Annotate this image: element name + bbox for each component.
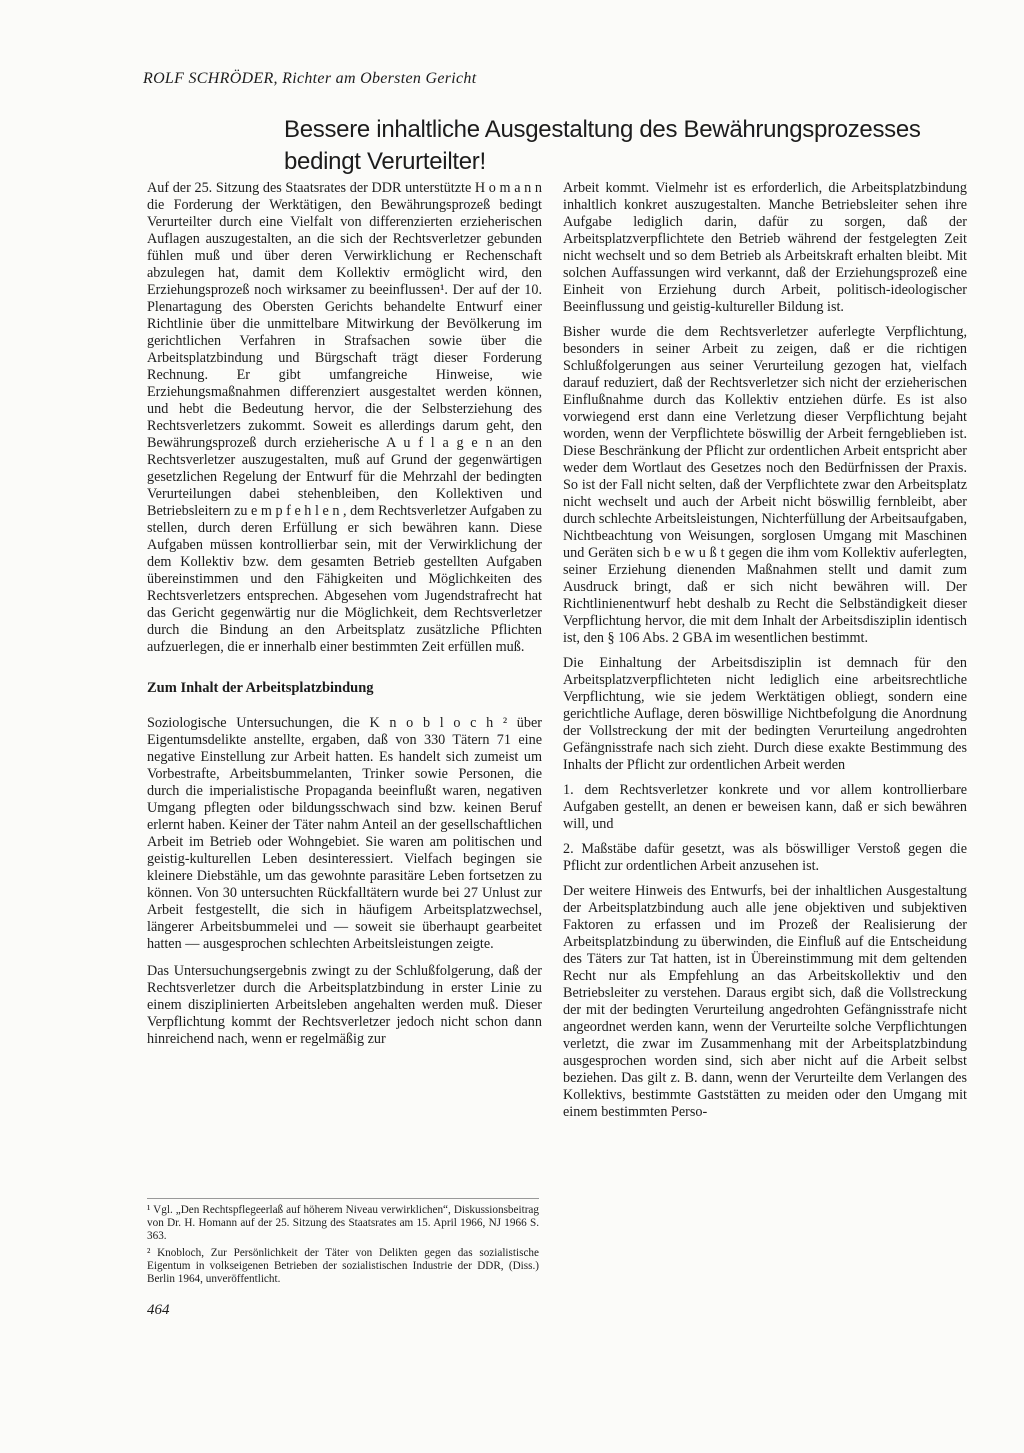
page-number: 464: [147, 1302, 170, 1318]
body-paragraph: Die Einhaltung der Arbeitsdisziplin ist demnach für den Arbeitsplatzverpflichteten nicht lediglich eine arbeitsrechtliche Verpflichtung, wie sie jedem Werktätigen obliegt, sondern eine gerichtliche Auflage, deren böswillige Nichtbefolgung die Anordnung der Vollstreckung der mit der bedingten Verurteilung angedrohten Gefängnisstrafe nach sich zieht. Durch diese exakte Bestimmung des Inhalts der Pflicht zur ordentlichen Arbeit werden: [563, 655, 967, 773]
footnotes: [147, 1198, 539, 1290]
body-paragraph: Bisher wurde die dem Rechtsverletzer auferlegte Verpflichtung, besonders in seiner Arbeit zu zeigen, daß er die richtigen Schlußfolgerungen aus seiner Verurteilung gezogen hat, vielfach darauf reduziert, daß der Rechtsverletzer sich nicht der erzieherischen Einflußnahme durch das Kollektiv entziehen dürfe. Es ist also vorwiegend erst dann eine Verletzung dieser Verpflichtung bejaht worden, wenn der Verpflichtete böswillig der Arbeit ferngeblieben ist. Diese Beschränkung der Pflicht zur ordentlichen Arbeit entspricht aber weder dem Wortlaut des Gesetzes noch den Bedürfnissen der Praxis. So ist der Fall nicht selten, daß der Verpflichtete zwar den Arbeitsplatz nicht wechselt und auch der Arbeit nicht böswillig fernbleibt, aber durch schlechte Arbeitsleistungen, Nichterfüllung der Arbeitsaufgaben, Nichtbeachtung von Weisungen, sorglosen Umgang mit Maschinen und Geräten sich b e w u ß t gegen die ihm vom Kollektiv auferlegten, seiner Erziehung dienenden Maßnahmen stellt und damit zum Ausdruck bringt, daß er sich nicht bewähren will. Der Richtlinienentwurf hebt deshalb zu Recht die Selbständigkeit dieser Verpflichtung hervor, die mit dem Inhalt der Arbeitsdisziplin identisch ist, den § 106 Abs. 2 GBA im wesentlichen bestimmt.: [563, 324, 967, 646]
article-title: [284, 114, 924, 178]
list-item: 1. dem Rechtsverletzer konkrete und vor allem kontrollierbare Aufgaben gestellt, an denen er beweisen kann, daß er sich bewähren will, und: [563, 782, 967, 832]
right-column: [563, 180, 967, 1129]
author-line: ROLF SCHRÖDER, Richter am Obersten Gericht: [143, 70, 477, 87]
article-title-line-2: bedingt Verurteilter!: [284, 148, 486, 175]
body-paragraph: Arbeit kommt. Vielmehr ist es erforderlich, die Arbeitsplatzbindung inhaltlich konkret auszugestalten. Manche Betriebsleiter sehen ihre Aufgabe lediglich darin, dafür zu sorgen, daß der Arbeitsplatzverpflichtete den Betrieb während der festgelegten Zeit nicht wechselt und so dem Betrieb als Arbeitskraft erhalten bleibt. Mit solchen Auffassungen wird verkannt, daß der Erziehungsprozeß eine Einheit von Erziehung durch Arbeit, politisch-ideologischer Beeinflussung und geistig-kultureller Bildung ist.: [563, 180, 967, 315]
body-paragraph: Der weitere Hinweis des Entwurfs, bei der inhaltlichen Ausgestaltung der Arbeitsplatzbindung auch alle jene objektiven und subjektiven Faktoren zu erfassen und im Prozeß der Realisierung der Arbeitsplatzbindung zu überwinden, die Einfluß auf die Entscheidung des Täters zur Tat hatten, ist in Übereinstimmung mit dem geltenden Recht nur als Empfehlung an das Arbeitskollektiv und den Betriebsleiter zu verstehen. Daraus ergibt sich, daß die Vollstreckung der mit der bedingten Verurteilung angedrohten Gefängnisstrafe nicht angeordnet werden kann, wenn der Verurteilte solche Verpflichtungen verletzt, die zwar im Zusammenhang mit der Arbeitsplatzbindung ausgesprochen worden sind, sich aber nicht auf die Arbeit selbst beziehen. Das gilt z. B. dann, wenn der Verurteilte dem Verlangen des Kollektivs, bestimmte Gaststätten zu meiden oder den Umgang mit einem bestimmten Perso-: [563, 883, 967, 1120]
article-title-line-1: Bessere inhaltliche Ausgestaltung des Bewährungsprozesses: [284, 116, 921, 143]
left-column: [147, 180, 542, 1058]
body-paragraph: Auf der 25. Sitzung des Staatsrates der DDR unterstützte H o m a n n die Forderung der Werktätigen, den Bewährungsprozeß bedingt Verurteilter durch eine Vielfalt von differenzierten erzieherischen Auflagen auszugestalten, an die sich der Rechtsverletzer gebunden fühlen muß und über deren Verwirklichung er Rechenschaft abzulegen hat, damit dem Kollektiv ermöglicht wird, den Erziehungsprozeß noch wirksamer zu beeinflussen¹. Der auf der 10. Plenartagung des Obersten Gerichts behandelte Entwurf einer Richtlinie über die unmittelbare Mitwirkung der Bevölkerung im gerichtlichen Verfahren in Strafsachen sowie über die Arbeitsplatzbindung und Bürgschaft trägt dieser Forderung Rechnung. Er gibt umfangreiche Hinweise, wie Erziehungsmaßnahmen differenziert ausgestaltet werden können, und hebt die Bedeutung hervor, die der Selbsterziehung des Rechtsverletzers zukommt. Soweit es allerdings darum geht, den Bewährungsprozeß durch erzieherische A u f l a g e n an den Rechtsverletzer auszugestalten, muß auf Grund der gegenwärtigen gesetzlichen Regelung der Entwurf für die Mehrzahl der bedingten Verurteilungen dabei stehenbleiben, den Kollektiven und Betriebsleitern zu e m p f e h l e n , dem Rechtsverletzer Aufgaben zu stellen, durch deren Erfüllung er sich bewähren kann. Diese Aufgaben müssen kontrollierbar sein, mit der Verwirklichung der dem Kollektiv bzw. dem gesamten Betrieb gestellten Aufgaben übereinstimmen und den Fähigkeiten und Möglichkeiten des Rechtsverletzers entsprechen. Abgesehen vom Jugendstrafrecht hat das Gericht gegenwärtig nur die Möglichkeit, dem Rechtsverletzer durch die Bindung an den Arbeitsplatz zusätzliche Pflichten aufzuerlegen, die er innerhalb einer bestimmten Zeit erfüllen muß.: [147, 180, 542, 655]
section-heading: Zum Inhalt der Arbeitsplatzbindung: [147, 680, 374, 696]
footnote-1: ¹ Vgl. „Den Rechtspflegeerlaß auf höherem Niveau verwirklichen“, Diskussionsbeitrag von Dr. H. Homann auf der 25. Sitzung des Staatsrates am 15. April 1966, NJ 1966 S. 363.: [147, 1204, 539, 1242]
footnote-2: ² Knobloch, Zur Persönlichkeit der Täter von Delikten gegen das sozialistische Eigentum in volkseigenen Betrieben der sozialistischen Industrie der DDR, (Diss.) Berlin 1964, unveröffentlicht.: [147, 1247, 539, 1285]
list-item: 2. Maßstäbe dafür gesetzt, was als böswilliger Verstoß gegen die Pflicht zur ordentlichen Arbeit anzusehen ist.: [563, 841, 967, 874]
body-paragraph: Das Untersuchungsergebnis zwingt zu der Schlußfolgerung, daß der Rechtsverletzer durch die Arbeitsplatzbindung in erster Linie zu einem disziplinierten Arbeitsleben angehalten werden muß. Dieser Verpflichtung kommt der Rechtsverletzer jedoch nicht schon dann hinreichend nach, wenn er regelmäßig zur: [147, 963, 542, 1047]
body-paragraph: Soziologische Untersuchungen, die K n o b l o c h ² über Eigentumsdelikte anstellte, ergaben, daß von 330 Tätern 71 eine negative Einstellung zur Arbeit hatten. Es handelt sich zumeist um Vorbestrafte, Arbeitsbummelanten, Trinker sowie Personen, die durch die imperialistische Propaganda beeinflußt waren, negativen Umgang pflegten oder bildungsschwach sind bzw. keinen Beruf erlernt haben. Keiner der Täter nahm Anteil an der gesellschaftlichen Arbeit im Betrieb oder Wohngebiet. Sie waren am politischen und geistig-kulturellen Leben desinteressiert. Vielfach begingen sie kleinere Diebstähle, um das gewohnte parasitäre Leben fortsetzen zu können. Von 30 untersuchten Rückfalltätern wurde bei 27 Unlust zur Arbeit festgestellt, die sich in häufigem Arbeitsplatzwechsel, längerer Arbeitsbummelei und — soweit sie überhaupt gearbeitet hatten — ausgesprochen schlechten Arbeitsleistungen zeigte.: [147, 715, 542, 952]
